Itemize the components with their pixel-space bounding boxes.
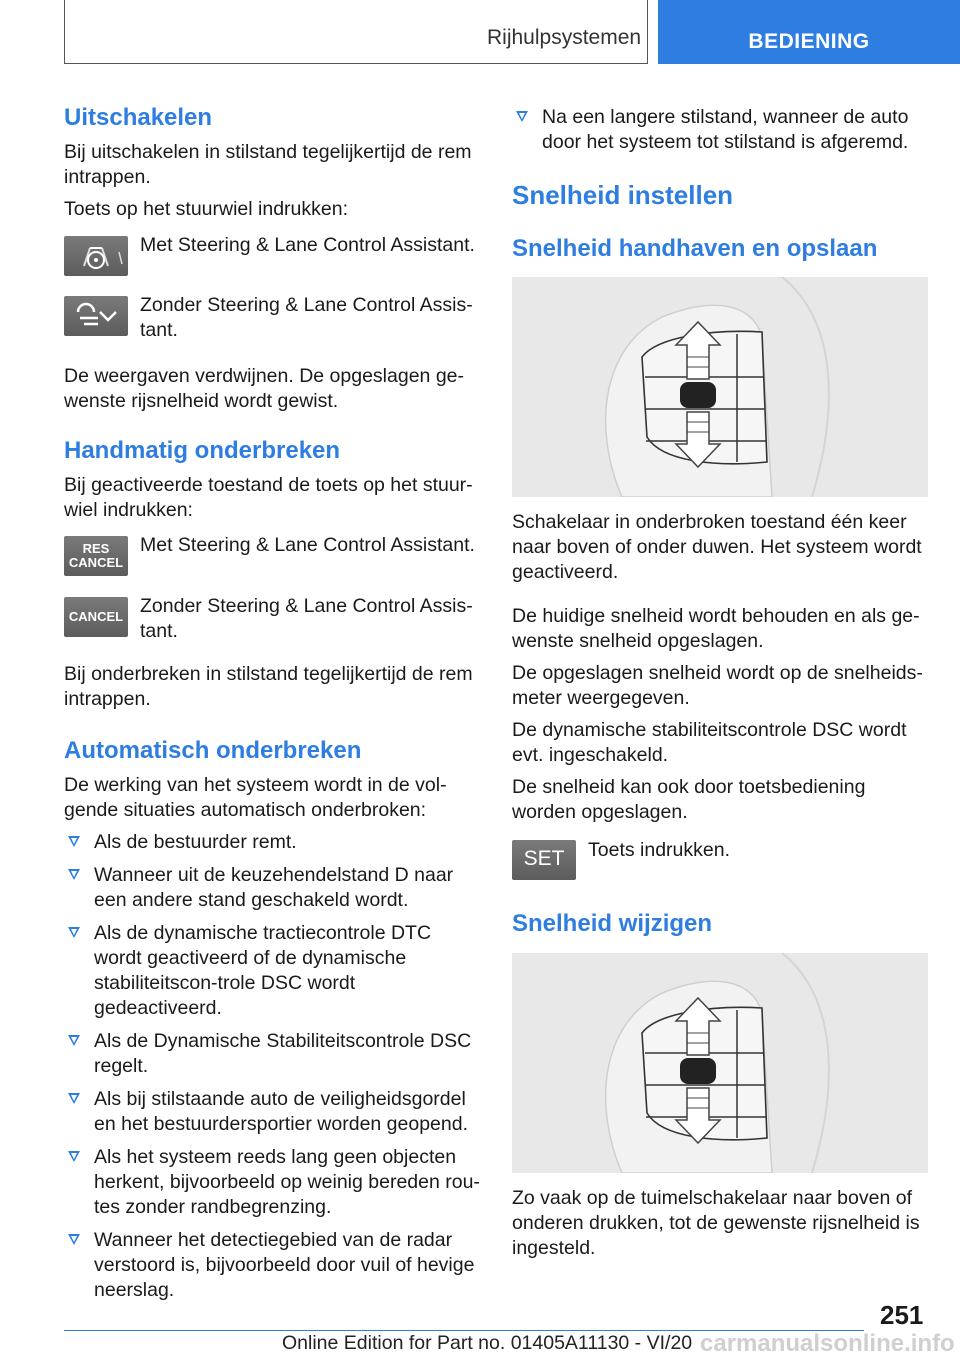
icon-description: Zonder Steering & Lane Control Assis-tant. <box>140 595 473 642</box>
list-item: Wanneer uit de keuzehendelstand D naar een andere stand geschakeld wordt. <box>64 863 482 913</box>
section-title-automatisch-onderbreken: Automatisch onderbreken <box>64 737 362 764</box>
header-section-title: Rijhulpsystemen <box>487 26 642 49</box>
paragraph: De snelheid kan ook door toetsbediening worden opgeslagen. <box>512 776 866 823</box>
icon-label: SET <box>523 847 565 870</box>
steering-wheel-rocker-photo <box>512 953 928 1173</box>
paragraph: De weergaven verdwijnen. De opgeslagen ge-wenste rijsnelheid wordt gewist. <box>64 365 464 412</box>
list-item: Als de Dynamische Stabiliteitscontrole DSC regelt. <box>64 1029 482 1079</box>
steering-wheel-switch-photo <box>512 277 928 497</box>
bullet-triangle-icon <box>68 1093 80 1104</box>
bullet-triangle-icon <box>68 1234 80 1245</box>
list-item: Als het systeem reeds lang geen objecten herkent, bijvoorbeeld op weinig bereden rou-tes zonder randbegrenzing. <box>64 1145 482 1220</box>
page-header <box>64 0 960 66</box>
bullet-triangle-icon <box>68 1035 80 1046</box>
paragraph: De werking van het systeem wordt in de vol-gende situaties automatisch onderbroken: <box>64 774 447 821</box>
icon-description: Toets indrukken. <box>588 839 730 861</box>
cancel-button-icon <box>64 597 128 637</box>
bullet-triangle-icon <box>68 836 80 847</box>
header-chapter-tab[interactable]: BEDIENING <box>658 0 960 64</box>
paragraph: De huidige snelheid wordt behouden en als ge-wenste snelheid opgeslagen. <box>512 605 920 652</box>
paragraph: Bij onderbreken in stilstand tegelijkertijd de rem intrappen. <box>64 663 473 710</box>
section-title-snelheid-wijzigen: Snelheid wijzigen <box>512 910 713 937</box>
section-title-handmatig-onderbreken: Handmatig onderbreken <box>64 437 341 464</box>
paragraph: De opgeslagen snelheid wordt op de snelheids-meter weergegeven. <box>512 662 923 709</box>
paragraph: Toets op het stuurwiel indrukken: <box>64 198 348 220</box>
list-item: Wanneer het detectiegebied van de radar verstoord is, bijvoorbeeld door vuil of hevige neerslag. <box>64 1228 482 1303</box>
icon-label: CANCEL <box>68 555 124 570</box>
list-item: Als de bestuurder remt. <box>64 830 482 855</box>
list-item: Als bij stilstaande auto de veiligheidsgordel en het bestuurdersportier worden geopend. <box>64 1087 482 1137</box>
section-title-snelheid-handhaven: Snelheid handhaven en opslaan <box>512 235 878 262</box>
paragraph: De dynamische stabiliteitscontrole DSC wordt evt. ingeschakeld. <box>512 719 907 766</box>
bullet-triangle-icon <box>68 1151 80 1162</box>
paragraph: Schakelaar in onderbroken toestand één keer naar boven of onder duwen. Het systeem wordt geactiveerd. <box>512 511 922 583</box>
list-item: Na een langere stilstand, wanneer de auto door het systeem tot stilstand is afgeremd. <box>512 105 930 155</box>
bullet-list <box>512 105 930 163</box>
bullet-list <box>64 830 482 1311</box>
section-title-uitschakelen: Uitschakelen <box>64 104 213 131</box>
icon-label: RES <box>82 541 110 556</box>
icon-description: Zonder Steering & Lane Control Assis-tant. <box>140 294 473 341</box>
bullet-triangle-icon <box>68 927 80 938</box>
footer-edition: Online Edition for Part no. 01405A11130 - VI/20 <box>282 1332 693 1354</box>
icon-label: CANCEL <box>68 609 124 624</box>
list-item: Als de dynamische tractiecontrole DTC wordt geactiveerd of de dynamische stabiliteitscon-trole DSC wordt gedeactiveerd. <box>64 921 482 1021</box>
bullet-triangle-icon <box>68 869 80 880</box>
chapter-heading-snelheid-instellen: Snelheid instellen <box>512 180 734 210</box>
page-number: 251 <box>880 1300 924 1330</box>
paragraph: Bij uitschakelen in stilstand tegelijkertijd de rem intrappen. <box>64 141 472 188</box>
watermark: carmanualsonline.info <box>700 1330 955 1357</box>
icon-description: Met Steering & Lane Control Assistant. <box>140 234 475 256</box>
res-cancel-button-icon <box>64 536 128 576</box>
steering-lane-assist-icon <box>64 236 128 276</box>
paragraph: Zo vaak op de tuimelschakelaar naar boven of onderen drukken, tot de gewenste rijsnelheid is ingesteld. <box>512 1187 920 1259</box>
icon-description: Met Steering & Lane Control Assistant. <box>140 534 475 556</box>
bullet-triangle-icon <box>516 111 528 122</box>
paragraph: Bij geactiveerde toestand de toets op het stuur-wiel indrukken: <box>64 474 473 521</box>
cruise-control-icon <box>64 296 128 336</box>
set-button-icon <box>512 840 576 880</box>
